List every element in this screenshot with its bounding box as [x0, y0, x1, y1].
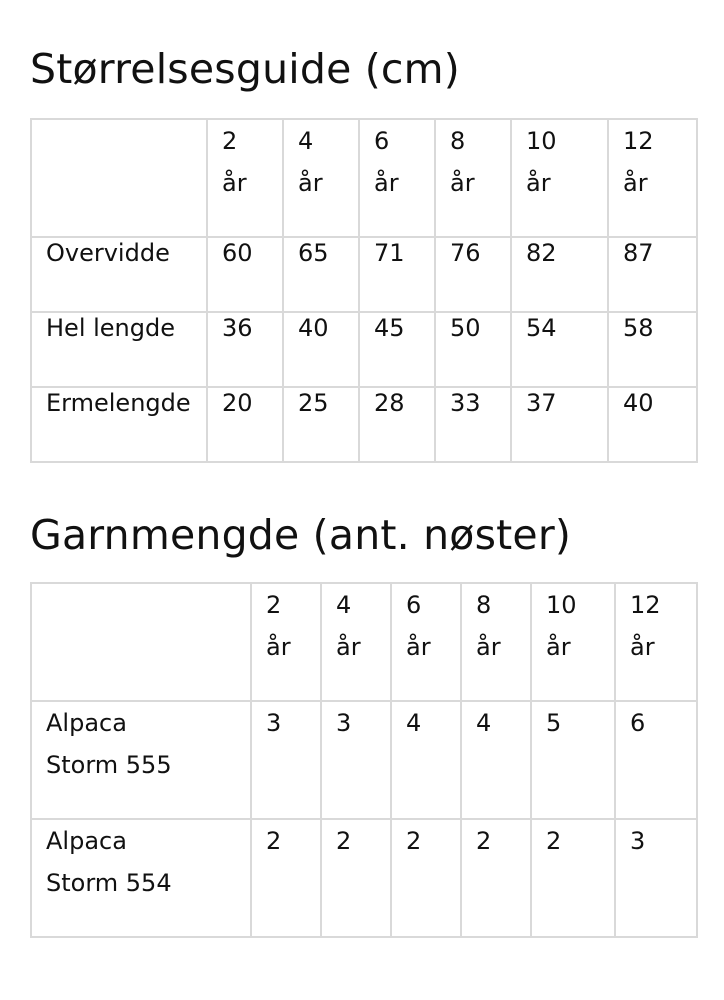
table-row — [31, 237, 697, 312]
row-label: Hel lengde — [31, 312, 207, 387]
table-cell: 33 — [435, 387, 511, 462]
yarn-header-row — [31, 583, 697, 701]
table-row — [31, 312, 697, 387]
row-label: Overvidde — [31, 237, 207, 312]
table-cell: 65 — [283, 237, 359, 312]
yarn-header-corner — [31, 583, 251, 701]
table-cell: 40 — [608, 387, 697, 462]
row-label: Alpaca Storm 554 — [31, 819, 251, 937]
table-row — [31, 701, 697, 819]
table-cell: 5 — [531, 701, 615, 819]
table-cell: 2 — [461, 819, 531, 937]
size-header-row — [31, 119, 697, 237]
size-header-cell: 6 år — [359, 119, 435, 237]
yarn-header-cell: 10 år — [531, 583, 615, 701]
table-cell: 76 — [435, 237, 511, 312]
table-cell: 28 — [359, 387, 435, 462]
yarn-header-cell: 6 år — [391, 583, 461, 701]
size-header-cell: 4 år — [283, 119, 359, 237]
table-cell: 40 — [283, 312, 359, 387]
row-label: Ermelengde — [31, 387, 207, 462]
table-cell: 87 — [608, 237, 697, 312]
yarn-amount-table — [30, 582, 698, 938]
size-header-cell: 2 år — [207, 119, 283, 237]
table-cell: 20 — [207, 387, 283, 462]
table-row — [31, 819, 697, 937]
table-row — [31, 387, 697, 462]
size-header-corner — [31, 119, 207, 237]
row-label: Alpaca Storm 555 — [31, 701, 251, 819]
table-cell: 3 — [251, 701, 321, 819]
table-cell: 71 — [359, 237, 435, 312]
yarn-header-cell: 2 år — [251, 583, 321, 701]
table-cell: 2 — [391, 819, 461, 937]
table-cell: 3 — [615, 819, 697, 937]
table-cell: 54 — [511, 312, 608, 387]
table-cell: 4 — [461, 701, 531, 819]
table-cell: 3 — [321, 701, 391, 819]
table-cell: 82 — [511, 237, 608, 312]
yarn-amount-title: Garnmengde (ant. nøster) — [30, 511, 572, 559]
size-guide-title: Størrelsesguide (cm) — [30, 45, 460, 93]
size-header-cell: 8 år — [435, 119, 511, 237]
table-cell: 36 — [207, 312, 283, 387]
table-cell: 2 — [251, 819, 321, 937]
table-cell: 60 — [207, 237, 283, 312]
table-cell: 2 — [531, 819, 615, 937]
yarn-header-cell: 8 år — [461, 583, 531, 701]
yarn-header-cell: 12 år — [615, 583, 697, 701]
yarn-header-cell: 4 år — [321, 583, 391, 701]
table-cell: 2 — [321, 819, 391, 937]
table-cell: 6 — [615, 701, 697, 819]
table-cell: 45 — [359, 312, 435, 387]
size-header-cell: 12 år — [608, 119, 697, 237]
table-cell: 50 — [435, 312, 511, 387]
table-cell: 25 — [283, 387, 359, 462]
table-cell: 58 — [608, 312, 697, 387]
size-header-cell: 10 år — [511, 119, 608, 237]
table-cell: 4 — [391, 701, 461, 819]
table-cell: 37 — [511, 387, 608, 462]
size-guide-table — [30, 118, 698, 463]
